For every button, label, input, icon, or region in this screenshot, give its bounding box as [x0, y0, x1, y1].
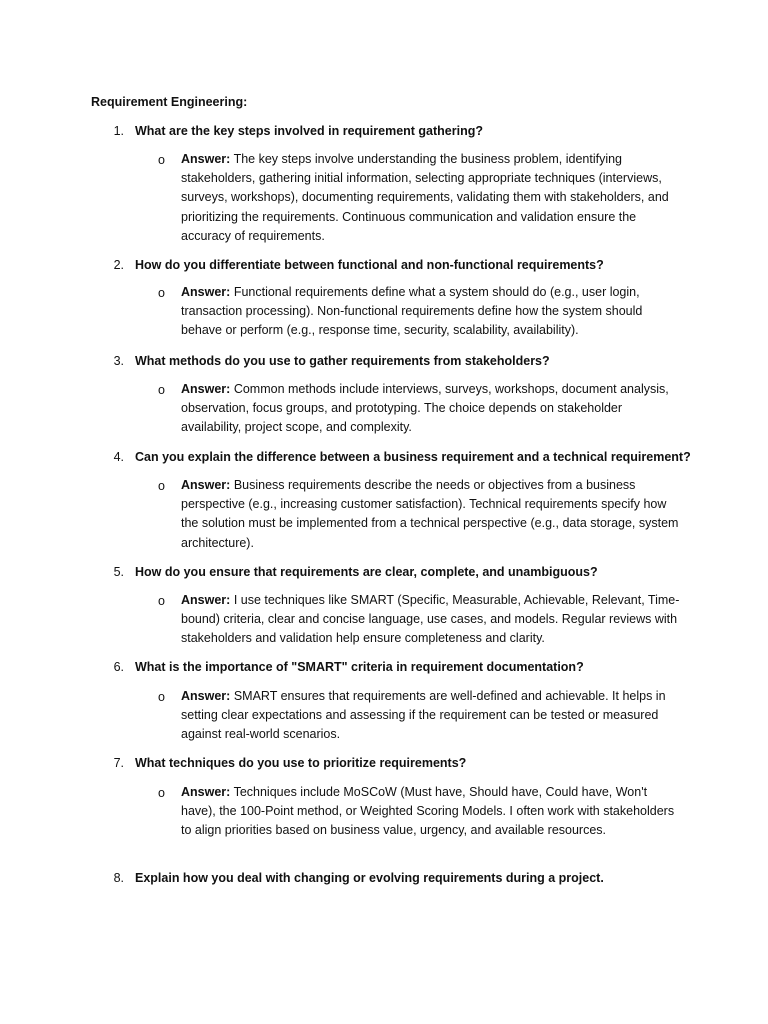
answer-bullet: o: [158, 690, 165, 704]
question-text: Can you explain the difference between a business requirement and a technical requirement?: [135, 450, 691, 464]
question-number: 5.: [113, 565, 124, 579]
answer-text: Common methods include interviews, surveys, workshops, document analysis, observation, focus groups, and prototyping. The choice depends on stakeholder availability, project scope, and complexity.: [181, 382, 669, 435]
question-text: What are the key steps involved in requirement gathering?: [135, 124, 483, 138]
answer-text: Business requirements describe the needs or objectives from a business perspective (e.g., increasing customer satisfaction). Technical requirements specify how the solution must be implemented from a technical perspective (e.g., data storage, system architecture).: [181, 478, 679, 550]
document-title: Requirement Engineering:: [91, 95, 248, 109]
answer-block: [181, 476, 681, 553]
answer-block: [181, 380, 681, 438]
answer-bullet: o: [158, 786, 165, 800]
answer-label: Answer:: [181, 689, 231, 703]
question-number: 7.: [113, 756, 124, 770]
answer-bullet: o: [158, 479, 165, 493]
answer-text: I use techniques like SMART (Specific, Measurable, Achievable, Relevant, Time-bound) criteria, clear and concise language, use cases, and models. Regular reviews with stakeholders and validation help ensure completeness and clarity.: [181, 593, 680, 646]
answer-block: [181, 591, 681, 649]
question-number: 6.: [113, 660, 124, 674]
question-text: What techniques do you use to prioritize requirements?: [135, 756, 467, 770]
question-number: 8.: [113, 871, 124, 885]
question-text: What is the importance of "SMART" criteria in requirement documentation?: [135, 660, 584, 674]
question-number: 4.: [113, 450, 124, 464]
answer-text: The key steps involve understanding the business problem, identifying stakeholders, gathering initial information, selecting appropriate techniques (interviews, surveys, workshops), documenting requirements, validating them with stakeholders, and prioritizing the requirements. Continuous communication and validation ensure the accuracy of requirements.: [181, 152, 669, 243]
answer-label: Answer:: [181, 785, 231, 799]
answer-bullet: o: [158, 286, 165, 300]
answer-label: Answer:: [181, 478, 231, 492]
question-number: 2.: [113, 258, 124, 272]
answer-bullet: o: [158, 153, 165, 167]
answer-text: Techniques include MoSCoW (Must have, Should have, Could have, Won't have), the 100-Point method, or Weighted Scoring Models. I often work with stakeholders to align priorities based on business value, urgency, and available resources.: [181, 785, 675, 838]
answer-label: Answer:: [181, 152, 231, 166]
answer-text: SMART ensures that requirements are well-defined and achievable. It helps in setting clear expectations and assessing if the requirement can be tested or measured against real-world scenarios.: [181, 689, 666, 742]
question-text: What methods do you use to gather requirements from stakeholders?: [135, 354, 550, 368]
question-text: Explain how you deal with changing or evolving requirements during a project.: [135, 871, 604, 885]
answer-block: [181, 283, 681, 341]
answer-label: Answer:: [181, 285, 231, 299]
answer-block: [181, 150, 681, 246]
question-text: How do you differentiate between functional and non-functional requirements?: [135, 258, 604, 272]
answer-block: [181, 783, 681, 841]
question-number: 1.: [113, 124, 124, 138]
answer-block: [181, 687, 681, 745]
answer-bullet: o: [158, 594, 165, 608]
answer-label: Answer:: [181, 382, 231, 396]
answer-text: Functional requirements define what a system should do (e.g., user login, transaction processing). Non-functional requirements define how the system should behave or perform (e.g., response time, security, scalability, availability).: [181, 285, 643, 338]
question-number: 3.: [113, 354, 124, 368]
answer-label: Answer:: [181, 593, 231, 607]
answer-bullet: o: [158, 383, 165, 397]
question-text: How do you ensure that requirements are clear, complete, and unambiguous?: [135, 565, 598, 579]
